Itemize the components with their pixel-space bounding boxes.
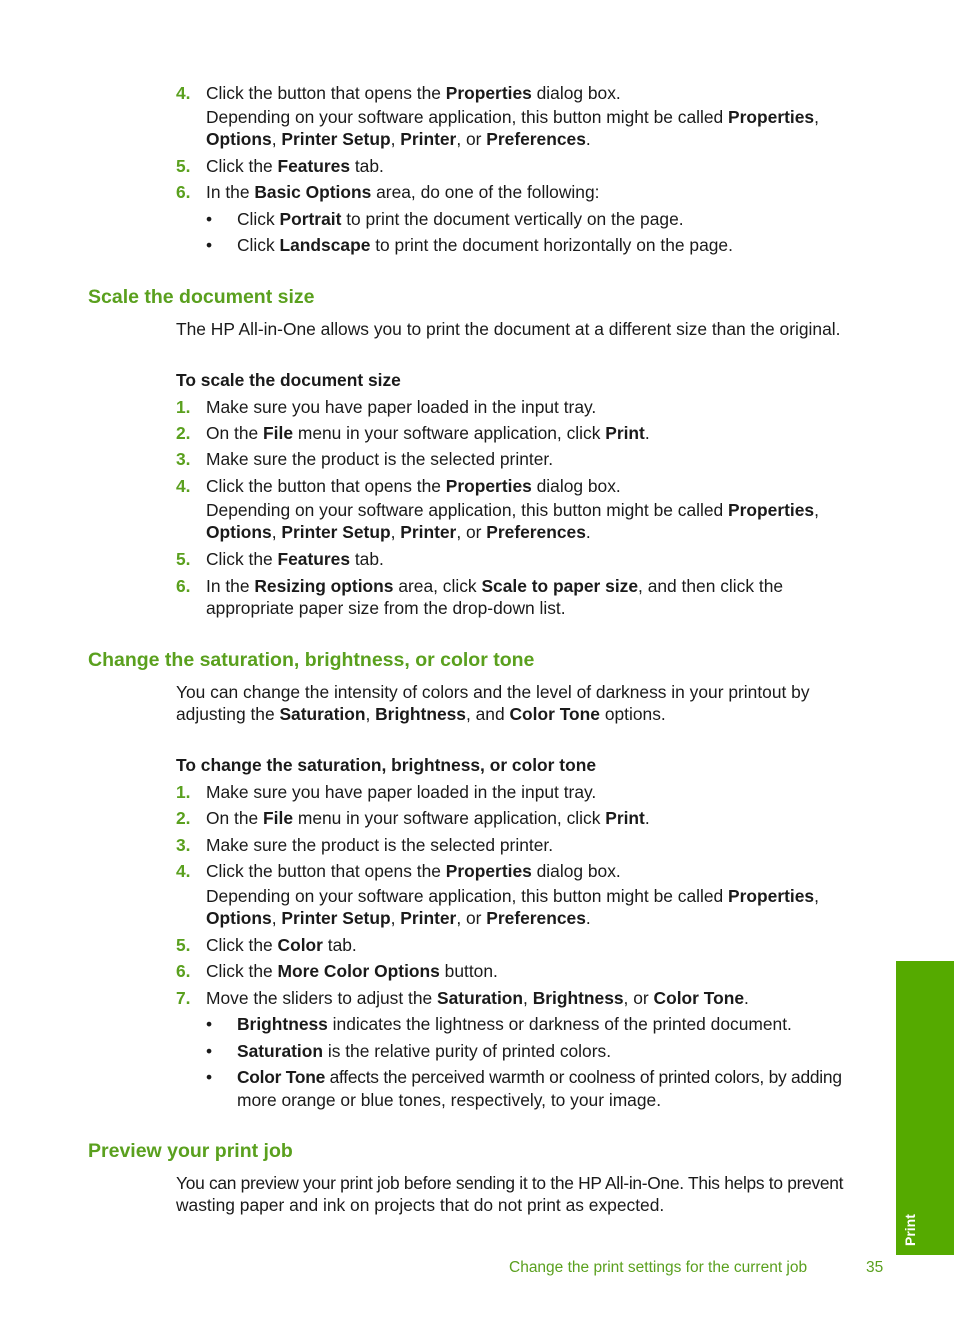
- page-number: 35: [866, 1259, 884, 1276]
- step-note: Options, Printer Setup, Printer, or Preferences.: [206, 129, 591, 149]
- step-number: 3.: [176, 835, 191, 855]
- bullet-text: Brightness indicates the lightness or darkness of the printed document.: [237, 1014, 792, 1034]
- section-heading: Change the saturation, brightness, or color tone: [88, 649, 535, 671]
- procedure-heading: To change the saturation, brightness, or color tone: [176, 755, 596, 775]
- section-intro: You can preview your print job before sending it to the HP All-in-One. This helps to prevent: [176, 1173, 844, 1193]
- footer-chapter-title: Change the print settings for the current job: [509, 1259, 808, 1276]
- step-text: Make sure you have paper loaded in the input tray.: [206, 397, 597, 417]
- section-intro: You can change the intensity of colors and the level of darkness in your printout by: [176, 682, 810, 702]
- step-number: 2.: [176, 423, 191, 443]
- step-text: Click the Color tab.: [206, 935, 357, 955]
- step-number: 6.: [176, 961, 191, 981]
- step-number: 5.: [176, 156, 191, 176]
- step-note: Depending on your software application, this button might be called Properties,: [206, 886, 819, 906]
- step-text: appropriate paper size from the drop-down list.: [206, 598, 566, 618]
- step-text: Click the button that opens the Properties dialog box.: [206, 861, 621, 881]
- bullet: •: [206, 1041, 213, 1061]
- step-number: 3.: [176, 449, 191, 469]
- step-text: In the Basic Options area, do one of the following:: [206, 182, 600, 202]
- step-text: Click the button that opens the Properties dialog box.: [206, 476, 621, 496]
- chapter-side-tab: [896, 961, 954, 1255]
- step-note: Depending on your software application, this button might be called Properties,: [206, 500, 819, 520]
- step-note: Options, Printer Setup, Printer, or Preferences.: [206, 522, 591, 542]
- bullet-text: Click Portrait to print the document vertically on the page.: [237, 209, 684, 229]
- step-number: 1.: [176, 782, 191, 802]
- step-text: Click the button that opens the Properties dialog box.: [206, 83, 621, 103]
- step-number: 4.: [176, 861, 191, 881]
- step-text: Make sure you have paper loaded in the input tray.: [206, 782, 597, 802]
- step-text: On the File menu in your software application, click Print.: [206, 423, 650, 443]
- bullet-text: Color Tone affects the perceived warmth or coolness of printed colors, by adding: [237, 1067, 842, 1087]
- step-number: 5.: [176, 935, 191, 955]
- step-number: 4.: [176, 476, 191, 496]
- bullet: •: [206, 1067, 213, 1087]
- step-text: Click the Features tab.: [206, 156, 384, 176]
- chapter-side-tab-label: Print: [902, 1214, 918, 1246]
- step-number: 4.: [176, 83, 191, 103]
- step-text: Make sure the product is the selected printer.: [206, 835, 554, 855]
- procedure-heading: To scale the document size: [176, 370, 401, 390]
- section-intro: adjusting the Saturation, Brightness, and Color Tone options.: [176, 704, 666, 724]
- step-number: 2.: [176, 808, 191, 828]
- bullet: •: [206, 209, 213, 229]
- step-text: Make sure the product is the selected printer.: [206, 449, 554, 469]
- bullet-text: Click Landscape to print the document horizontally on the page.: [237, 235, 733, 255]
- step-number: 7.: [176, 988, 191, 1008]
- section-intro: wasting paper and ink on projects that do not print as expected.: [176, 1195, 665, 1215]
- step-number: 6.: [176, 182, 191, 202]
- step-text: Move the sliders to adjust the Saturation, Brightness, or Color Tone.: [206, 988, 749, 1008]
- section-intro: The HP All-in-One allows you to print the document at a different size than the original.: [176, 319, 841, 339]
- step-note: Options, Printer Setup, Printer, or Preferences.: [206, 908, 591, 928]
- section-heading: Scale the document size: [88, 286, 315, 308]
- step-text: Click the Features tab.: [206, 549, 384, 569]
- step-text: In the Resizing options area, click Scale to paper size, and then click the: [206, 576, 784, 596]
- bullet: •: [206, 1014, 213, 1034]
- step-number: 1.: [176, 397, 191, 417]
- bullet-text: more orange or blue tones, respectively, to your image.: [237, 1090, 662, 1110]
- step-text: On the File menu in your software application, click Print.: [206, 808, 650, 828]
- step-note: Depending on your software application, this button might be called Properties,: [206, 107, 819, 127]
- section-heading: Preview your print job: [88, 1140, 293, 1162]
- bullet: •: [206, 235, 213, 255]
- step-text: Click the More Color Options button.: [206, 961, 498, 981]
- bullet-text: Saturation is the relative purity of printed colors.: [237, 1041, 612, 1061]
- step-number: 6.: [176, 576, 191, 596]
- step-number: 5.: [176, 549, 191, 569]
